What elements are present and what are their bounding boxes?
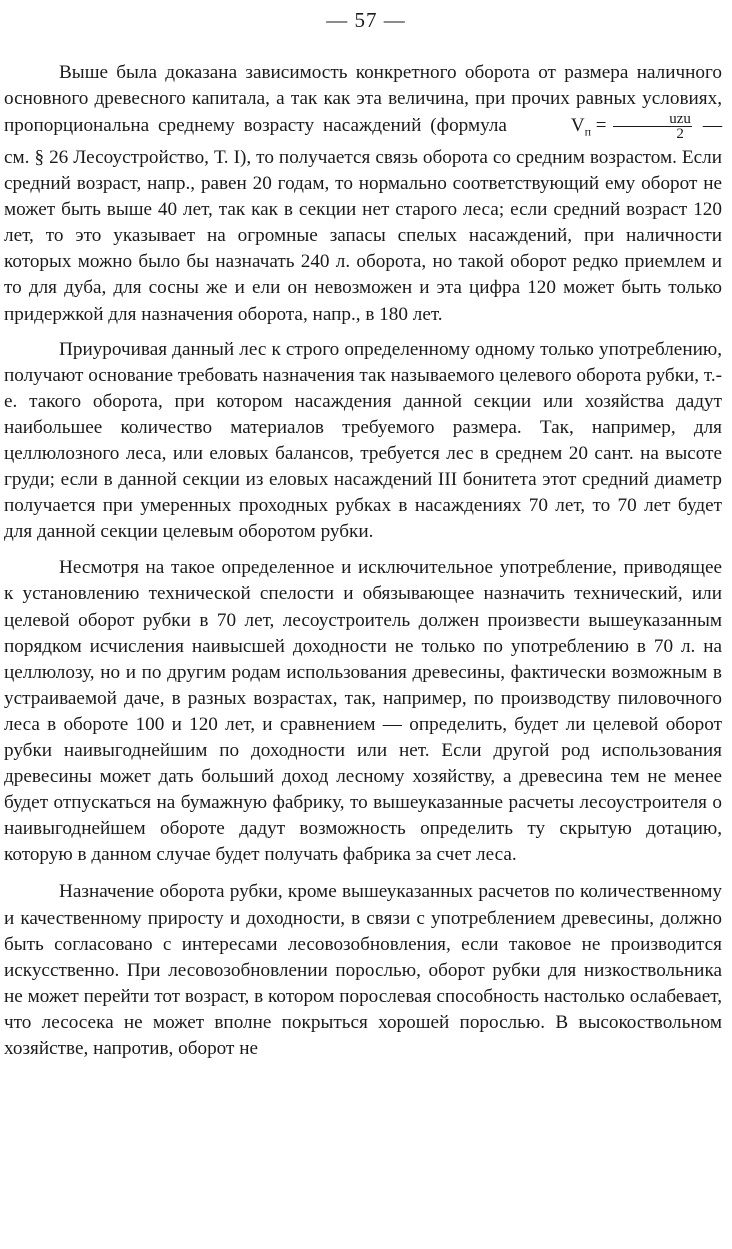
formula-equals: = — [591, 115, 612, 137]
formula — [516, 112, 694, 145]
paragraph-3: Несмотря на такое определенное и исключительное употребление, приводящее к установлению технической спелости и обязывающее назначить технический, или целевой оборот рубки в 70 лет, лесоустроитель должен произвести вышеуказанным порядком исчисления наивысшей доходности не только по употреблению в 70 л. на целлюлозу, но и по другим родам использования древесины, фактически возможным в устраиваемой даче, в разных возрастах, так, например, по производству пиловочного леса в обороте 100 и 120 лет, и сравнением — определить, будет ли целевой оборот рубки наивыгоднейшим по доходности или нет. Если другой род использования древесины может дать больший доход лесному хозяйству, а древесина тем не менее будет отпускаться на бумажную фабрику, то вышеуказанные расчеты лесоустроителя о наивыгоднейшем обороте дадут возможность определить ту скрытую дотацию, которую в данном случае будет получать фабрика за счет леса. — [4, 557, 722, 866]
formula-variable: V — [570, 115, 585, 137]
page-number: — 57 — — [326, 8, 406, 32]
paragraph-1-text-after-formula: — см. § 26 Лесоустройство, Т. I), то получается связь оборота со средним возрастом. Если средний возраст, напр., равен 20 годам, то нормально соответствующий ему оборот не может быть выше 40 лет, так как в секции нет старого леса; если средний возраст 120 лет, то это указывает на огромные запасы спелых насаждений, при наличности которых можно было бы назначать 240 л. оборота, но такой оборот редко приемлем и то для дуба, для сосны же и ели он невозможен и эта цифра 120 может быть только придержкой для назначения оборота, напр., в 180 лет. — [4, 115, 723, 325]
formula-subscript: п — [584, 124, 592, 139]
paragraph-2: Приурочивая данный лес к строго определенному одному только употреблению, получают основание требовать назначения так называемого целевого оборота рубки, т.-е. такого оборота, при котором насаждения данной секции или хозяйства дадут наибольшее количество материалов требуемого размера. Так, например, для целлюлозного леса, или еловых балансов, требуется лес в среднем 20 сант. на высоте груди; если в данной секции из еловых насаждений III бонитета этот средний диаметр получается при умеренных проходных рубках в насаждениях 70 лет, то 70 лет будет для данной секции целевым оборотом рубки. — [4, 338, 723, 543]
paragraph-1-text-before-formula: Выше была доказана зависимость конкретного оборота от размера наличного основного древесного капитала, а так как эта величина, при прочих равных условиях, пропорциональна среднему возрасту насаждений (формула — [4, 62, 722, 137]
paragraph-1 — [4, 60, 722, 328]
page-body — [4, 60, 722, 1062]
formula-numerator: uzu — [613, 112, 692, 127]
formula-fraction — [613, 112, 692, 141]
paragraph-4: Назначение оборота рубки, кроме вышеуказанных расчетов по количественному и качественному приросту и доходности, в связи с употреблением древесины, должно быть согласовано с интересами лесовозобновления, если таковое не производится искусственно. При лесовозобновлении порослью, оборот рубки для низкоствольника не может перейти тот возраст, в котором порослевая способность настолько ослабевает, что лесосека не может вполне покрыться хорошей порослью. В высокоствольном хозяйстве, напротив, оборот не — [4, 881, 722, 1060]
formula-denominator: 2 — [676, 126, 684, 143]
